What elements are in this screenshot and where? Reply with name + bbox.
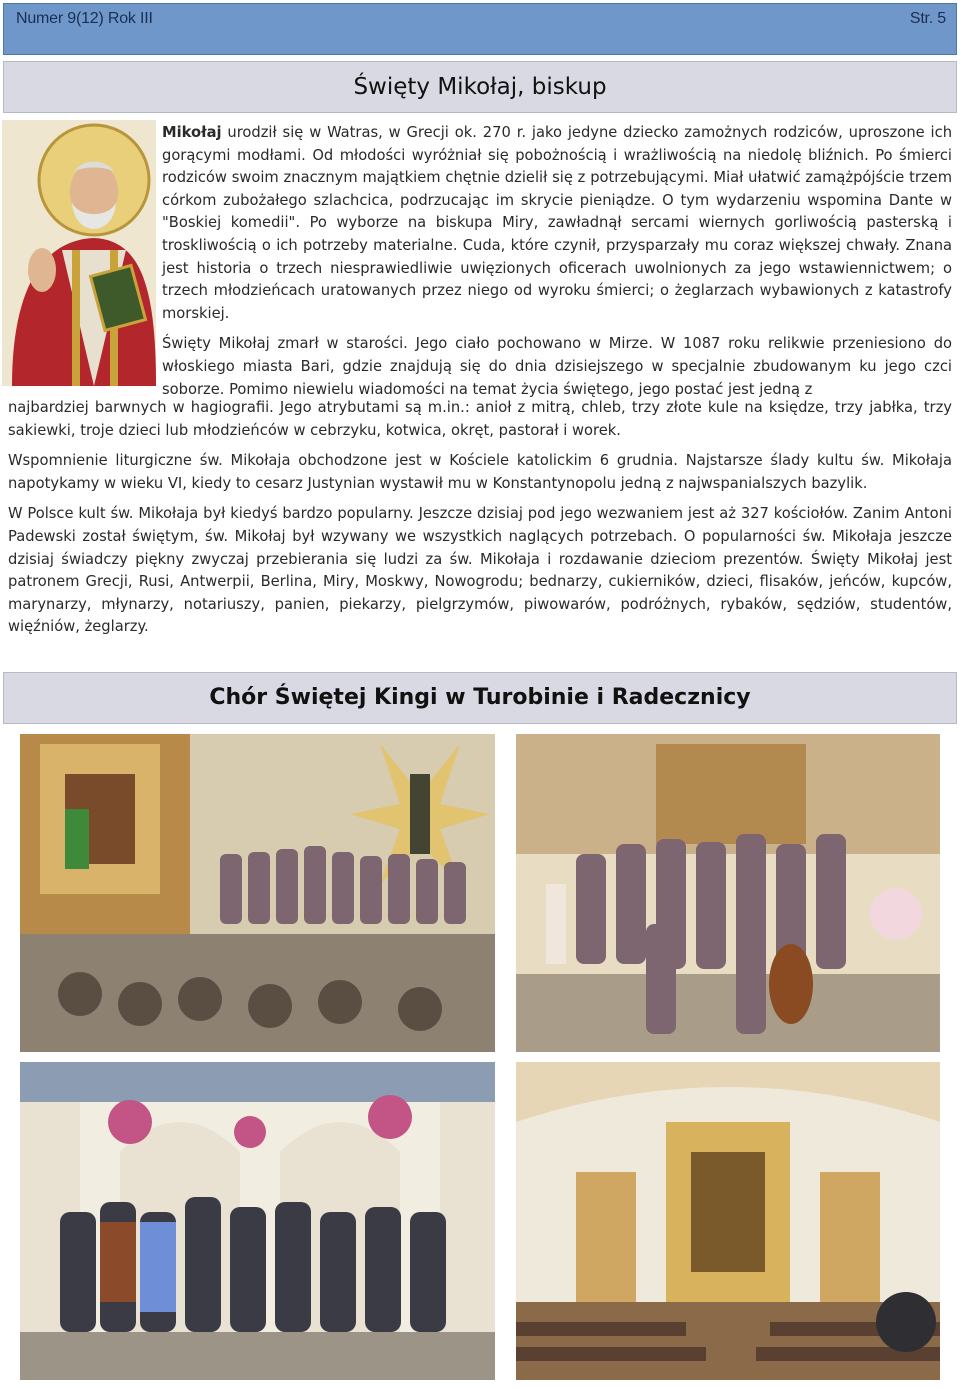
article2-title: Chór Świętej Kingi w Turobinie i Radecznicy bbox=[209, 685, 751, 710]
paragraph: Wspomnienie liturgiczne św. Mikołaja obchodzone jest w Kościele katolickim 6 grudnia. Najstarsze ślady kultu św. Mikołaja napotykamy w wieku VI, kiedy to cesarz Justynian wystawił mu w Konstantynopolu jedną z najwspanialszych bazylik. bbox=[8, 452, 952, 492]
choir-photo-altar bbox=[20, 734, 495, 1052]
article1-title: Święty Mikołaj, biskup bbox=[353, 74, 607, 100]
choir-photo-musicians bbox=[516, 734, 940, 1052]
article2-title-banner bbox=[3, 672, 957, 724]
article1-title-banner bbox=[3, 61, 957, 113]
paragraph: Mikołaj urodził się w Watras, w Grecji ok. 270 r. jako jedyne dziecko zamożnych rodziców, uproszone ich gorącymi modłami. Od młodości wyróżniał się pobożnością i wrażliwością na niedolę bliźnich. Po śmierci rodziców swoim znacznym majątkiem chętnie dzielił się z potrzebującymi. Miał ułatwić zamążpójście trzem córkom zubożałego szlachcica, podrzucając im skrycie pieniądze. O tym wydarzeniu wspomina Dante w "Boskiej komedii". Po wyborze na biskupa Miry, zawładnął sercami wiernych gorliwością pasterską i troskliwością o ich potrzeby materialne. Cuda, które czynił, przysparzały mu coraz większej chwały. Znana jest historia o trzech niesprawiedliwie uwięzionych oficerach uwolnionych za jego wstawiennictwem; o trzech młodzieńcach uratowanych przez niego od wyroku śmierci; o żeglarzach wybawionych z katastrofy morskiej. bbox=[162, 124, 952, 322]
header-bar bbox=[3, 3, 957, 55]
church-interior-photo bbox=[516, 1062, 940, 1380]
paragraph: Święty Mikołaj zmarł w starości. Jego ciało pochowano w Mirze. W 1087 roku relikwie przeniesiono do włoskiego miasta Bari, gdzie znajdują się do dnia dzisiejszego w specjalnie zbudowanym ku jego czci soborze. Pomimo niewielu wiadomości na temat życia świętego, jego postać jest jedną z bbox=[162, 335, 952, 398]
paragraph: najbardziej barwnych w hagiografii. Jego atrybutami są m.in.: anioł z mitrą, chleb, trzy złote kule na księdze, trzy jabłka, trzy sakiewki, troje dzieci lub młodzieńców w cebrzyku, kotwica, okręt, pastorał i worek. bbox=[8, 399, 952, 439]
choir-photo-outdoor bbox=[20, 1062, 495, 1380]
lead-word: Mikołaj bbox=[162, 124, 222, 141]
saint-nicholas-icon-image bbox=[2, 120, 156, 386]
article1-text-top bbox=[162, 122, 952, 401]
article1-text-bottom bbox=[8, 397, 952, 639]
issue-label: Numer 9(12) Rok III bbox=[16, 10, 153, 27]
page-number: Str. 5 bbox=[909, 10, 946, 27]
paragraph: W Polsce kult św. Mikołaja był kiedyś bardzo popularny. Jeszcze dzisiaj pod jego wezwaniem jest aż 327 kościołów. Zanim Antoni Padewski został świętym, św. Mikołaj był wzywany we wszystkich naglących potrzebach. O popularności św. Mikołaja jeszcze dzisiaj świadczy piękny zwyczaj przebierania się ludzi za św. Mikołaja i rozdawanie dzieciom prezentów. Święty Mikołaj jest patronem Grecji, Rusi, Antwerpii, Berlina, Miry, Moskwy, Nowogrodu; bednarzy, cukierników, dzieci, flisaków, jeńców, kupców, marynarzy, młynarzy, notariuszy, panien, piekarzy, pielgrzymów, piwowarów, podróżnych, rybaków, sędziów, studentów, więźniów, żeglarzy. bbox=[8, 505, 952, 636]
